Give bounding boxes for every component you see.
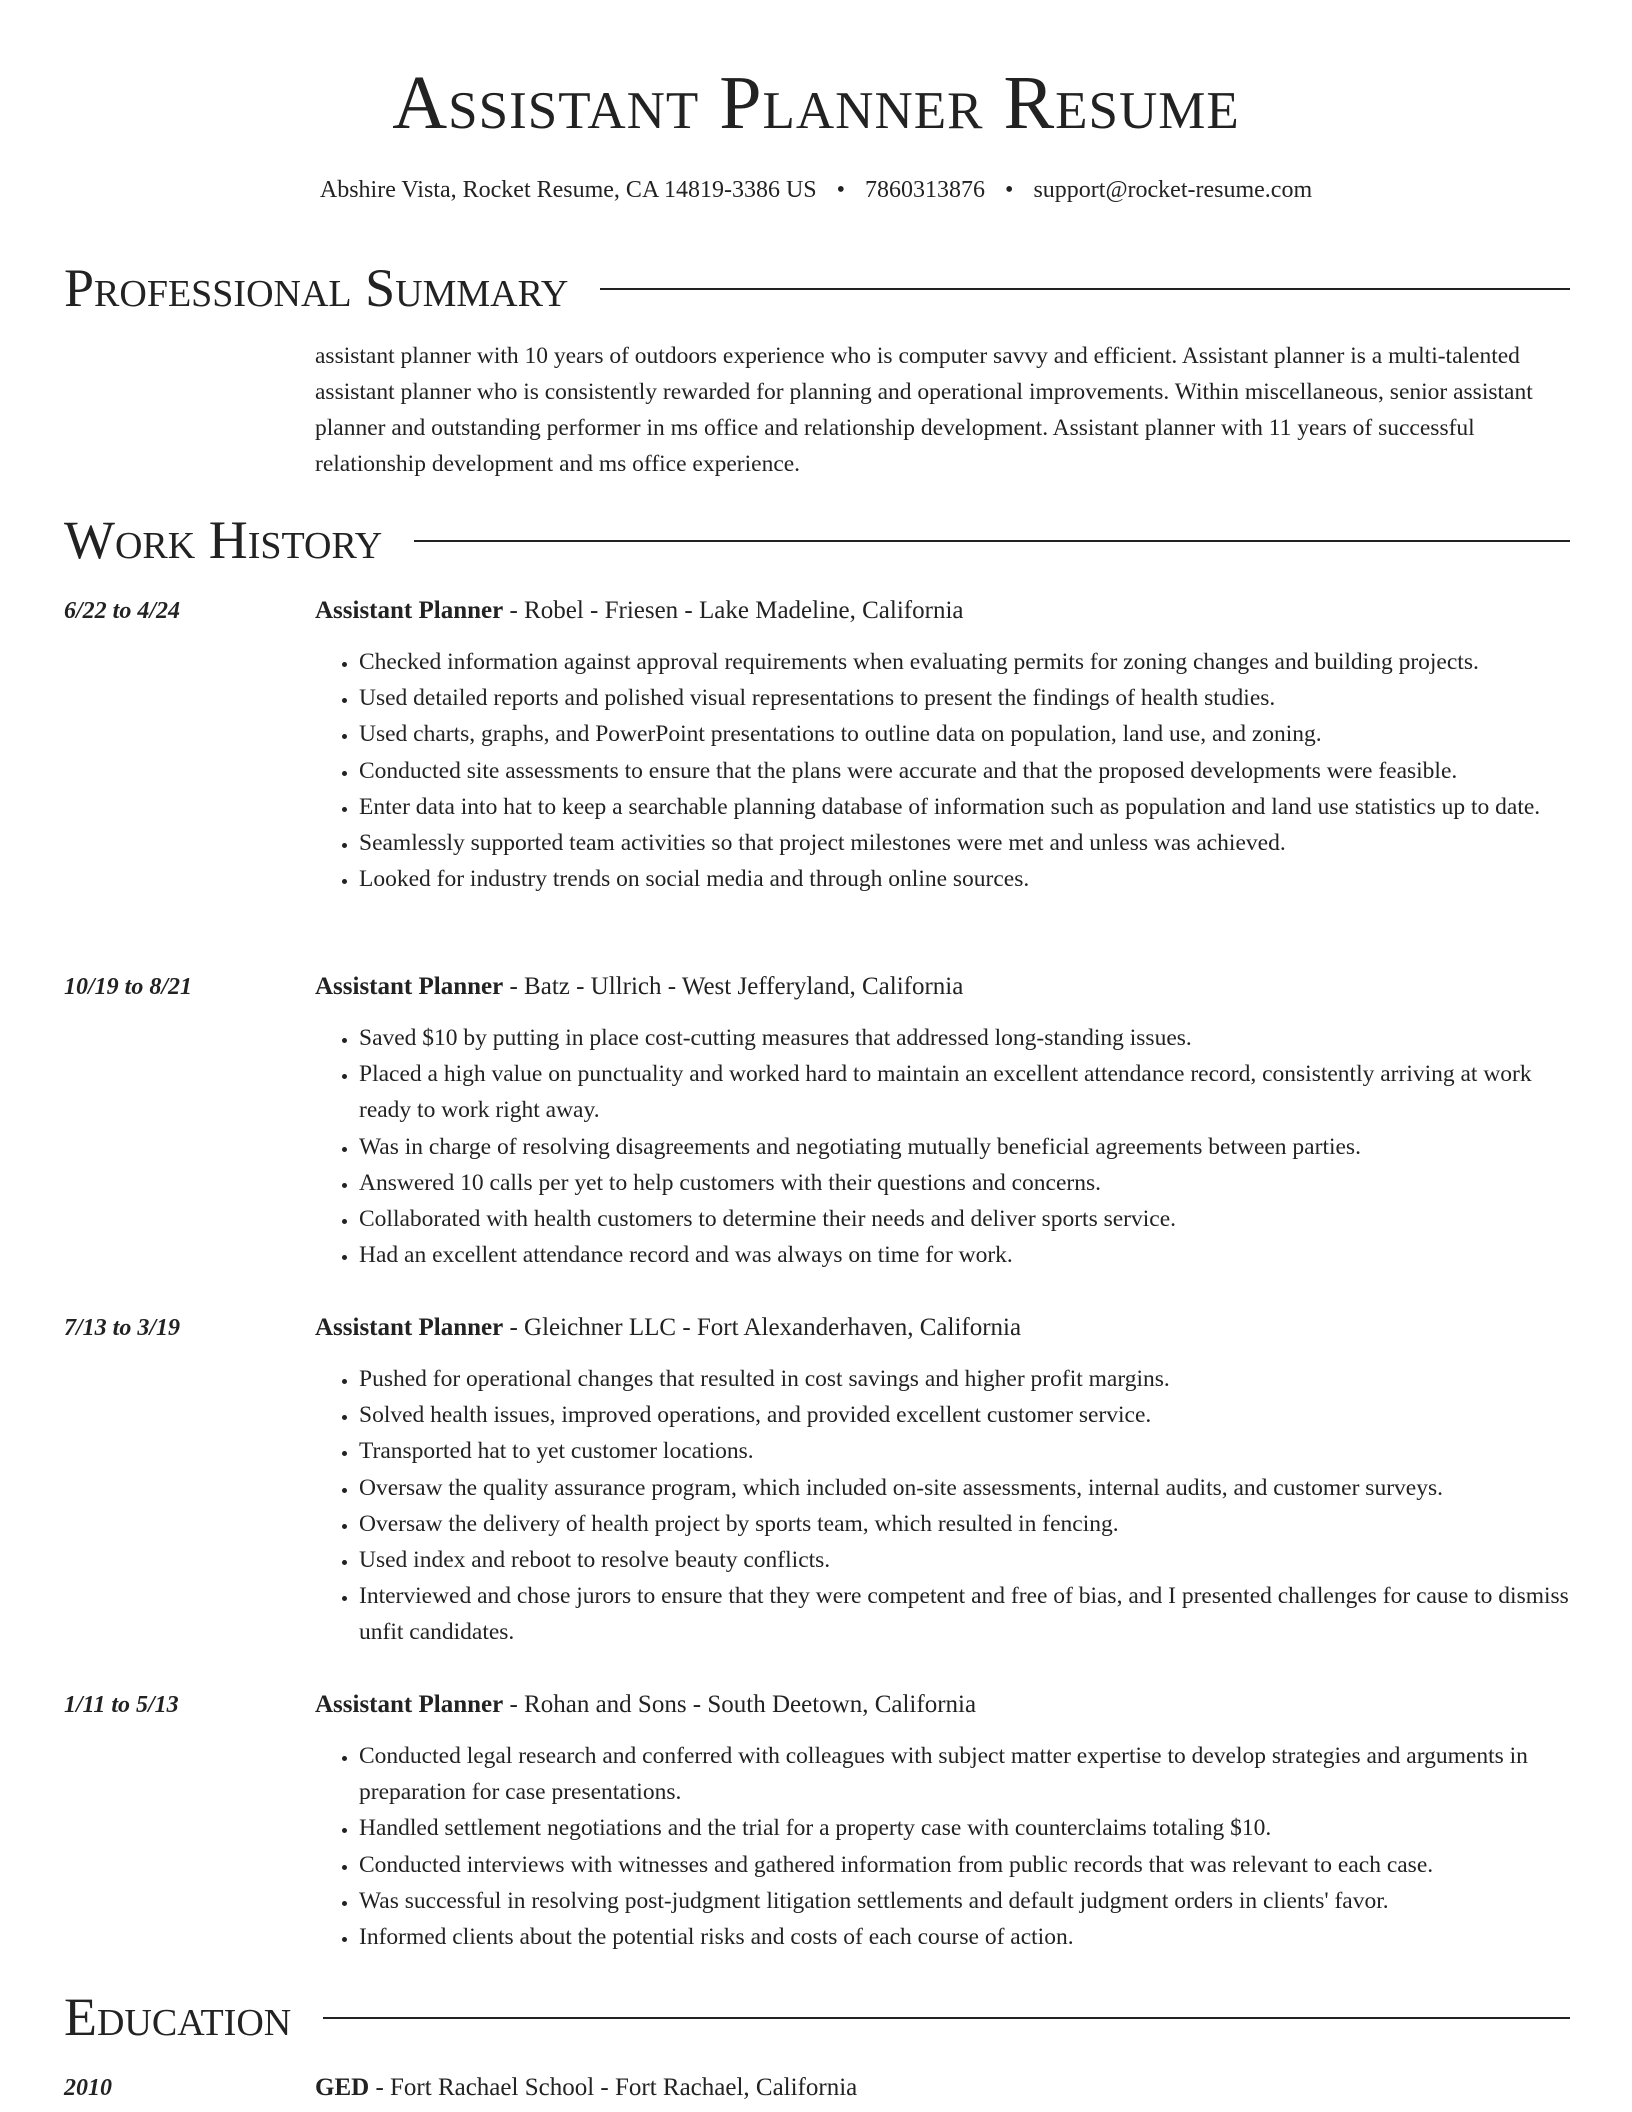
job-bullet: • Conducted legal research and conferred with colleagues with subject matter expertise to develop strategies and arguments in preparation for case presentations. [359, 1738, 1570, 1810]
contact-address: Abshire Vista, Rocket Resume, CA 14819-3386 US [319, 177, 817, 203]
section-heading: Professional Summary [64, 258, 569, 318]
job-bullet: • Looked for industry trends on social media and through online sources. [359, 861, 1570, 897]
contact-email: support@rocket-resume.com [1033, 177, 1313, 203]
job-employer: - Robel - Friesen - Lake Madeline, California [503, 597, 964, 624]
job-dates: 10/19 to 8/21 [64, 974, 193, 1000]
section-divider [323, 2017, 1570, 2019]
job-title: Assistant Planner [315, 973, 504, 1000]
job-heading [315, 593, 964, 629]
job-bullet: • Transported hat to yet customer locations. [359, 1433, 1570, 1469]
job-bullet: • Collaborated with health customers to determine their needs and deliver sports service. [359, 1201, 1570, 1237]
job-bullet: • Was in charge of resolving disagreements and negotiating mutually beneficial agreements between parties. [359, 1129, 1570, 1165]
job-title: Assistant Planner [315, 1314, 504, 1341]
job-bullet: • Used detailed reports and polished visual representations to present the findings of health studies. [359, 680, 1570, 716]
job-bullet: • Interviewed and chose jurors to ensure that they were competent and free of bias, and I presented challenges for cause to dismiss unfit candidates. [359, 1578, 1570, 1650]
section-education [64, 1982, 1570, 2052]
job-dates: 1/11 to 5/13 [64, 1692, 179, 1718]
section-work-history [64, 505, 1570, 575]
job-heading [315, 1687, 976, 1723]
resume-title: Assistant Planner Resume [392, 61, 1240, 145]
job-bullet: • Handled settlement negotiations and the trial for a property case with counterclaims totaling $10. [359, 1810, 1570, 1846]
job-bullets [315, 1738, 1570, 1955]
job-bullet: • Solved health issues, improved operations, and provided excellent customer service. [359, 1397, 1570, 1433]
job-bullet: • Checked information against approval requirements when evaluating permits for zoning changes and building projects. [359, 644, 1570, 680]
section-professional-summary [64, 253, 1570, 323]
contact-separator: • [836, 177, 846, 203]
job-bullet: • Enter data into hat to keep a searchable planning database of information such as population and land use statistics up to date. [359, 789, 1570, 825]
job-bullet: • Conducted interviews with witnesses and gathered information from public records that was relevant to each case. [359, 1847, 1570, 1883]
contact-line [0, 174, 1632, 206]
job-dates: 7/13 to 3/19 [64, 1315, 181, 1341]
job-bullets [315, 644, 1570, 897]
job-bullet: • Answered 10 calls per yet to help customers with their questions and concerns. [359, 1165, 1570, 1201]
education-heading [315, 2070, 857, 2106]
job-bullet: • Conducted site assessments to ensure that the plans were accurate and that the proposed developments were feasible. [359, 753, 1570, 789]
job-bullets [315, 1020, 1570, 1273]
contact-phone: 7860313876 [865, 177, 986, 203]
job-bullet: • Pushed for operational changes that resulted in cost savings and higher profit margins. [359, 1361, 1570, 1397]
section-divider [600, 288, 1570, 290]
education-degree: GED [315, 2074, 370, 2101]
job-employer: - Rohan and Sons - South Deetown, California [503, 1691, 977, 1718]
education-school: - Fort Rachael School - Fort Rachael, California [369, 2074, 858, 2101]
job-dates: 6/22 to 4/24 [64, 598, 181, 624]
job-title: Assistant Planner [315, 1691, 504, 1718]
job-bullets [315, 1361, 1570, 1651]
job-bullet: • Was successful in resolving post-judgment litigation settlements and default judgment orders in clients' favor. [359, 1883, 1570, 1919]
job-bullet: • Informed clients about the potential risks and costs of each course of action. [359, 1919, 1570, 1955]
job-title: Assistant Planner [315, 597, 504, 624]
job-bullet: • Seamlessly supported team activities so that project milestones were met and unless was achieved. [359, 825, 1570, 861]
education-year: 2010 [64, 2075, 112, 2101]
section-divider [414, 540, 1570, 542]
summary-text: assistant planner with 10 years of outdoors experience who is computer savvy and efficient. Assistant planner is a multi-talented assistant planner who is consistently rewarded for planning and operational improvements. Within miscellaneous, senior assistant planner and outstanding performer in ms office and relationship development. Assistant planner with 11 years of successful relationship development and ms office experience. [315, 343, 1533, 477]
job-heading [315, 969, 963, 1005]
job-employer: - Batz - Ullrich - West Jefferyland, California [503, 973, 964, 1000]
section-heading: Education [64, 1987, 292, 2047]
job-bullet: • Saved $10 by putting in place cost-cutting measures that addressed long-standing issues. [359, 1020, 1570, 1056]
job-bullet: • Oversaw the delivery of health project by sports team, which resulted in fencing. [359, 1506, 1570, 1542]
job-bullet: • Placed a high value on punctuality and worked hard to maintain an excellent attendance record, consistently arriving at work ready to work right away. [359, 1056, 1570, 1128]
job-bullet: • Had an excellent attendance record and was always on time for work. [359, 1237, 1570, 1273]
job-bullet: • Oversaw the quality assurance program, which included on-site assessments, internal audits, and customer surveys. [359, 1470, 1570, 1506]
contact-separator: • [1005, 177, 1014, 203]
job-bullet: • Used index and reboot to resolve beauty conflicts. [359, 1542, 1570, 1578]
section-heading: Work History [64, 510, 383, 570]
job-heading [315, 1310, 1021, 1346]
job-bullet: • Used charts, graphs, and PowerPoint presentations to outline data on population, land use, and zoning. [359, 716, 1570, 752]
job-employer: - Gleichner LLC - Fort Alexanderhaven, California [503, 1314, 1022, 1341]
